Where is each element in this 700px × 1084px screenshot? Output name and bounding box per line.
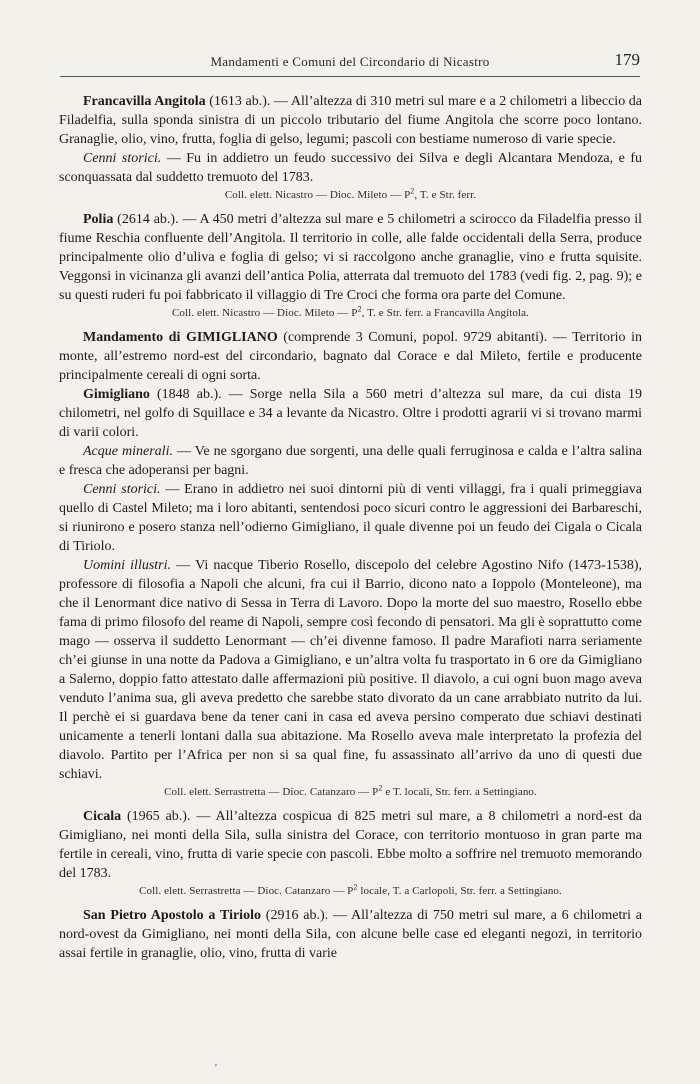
entry-polia	[59, 210, 642, 305]
superscript-2: 2	[357, 304, 362, 314]
entry-title: Cicala	[83, 809, 122, 824]
mandamento-name: GIMIGLIANO	[185, 330, 278, 345]
page-body	[59, 92, 642, 963]
superscript-2: 2	[410, 186, 415, 196]
entry-text: (2614 ab.). — A 450 metri d’altezza sul mare e 5 chilometri a scirocco da Filadelfia presso il fiume Reschia confluente dell’Angitola. Il territorio in colle, alle falde occidentali della Serra, produce principalmente olio d’uliva e foglia di gelso; vi si raccolgono anche granaglie, vino e frutta squisite. Veggonsi in vicinanza gli avanzi dell’antica Polia, atterrata dal tremuoto del 1783 (vedi fig. 2, pag. 9); e su questi ruderi fu poi fabbricato il villaggio di Tre Croci che forma ora parte del Comune.	[59, 212, 642, 303]
entry-title: Gimigliano	[83, 387, 150, 402]
reference-line: Coll. elett. Serrastretta — Dioc. Catanzaro — $P^2$ e T. locali, Str. ferr. a Settingiano.	[164, 783, 537, 798]
section-label: Cenni storici.	[83, 151, 162, 166]
section-label: Acque minerali.	[83, 444, 173, 459]
cenni-storici-paragraph	[59, 480, 642, 556]
entry-cicala	[59, 807, 642, 883]
entry-gimigliano	[59, 385, 642, 442]
entry-text: (2916 ab.). — All’altezza di 750 metri sul mare, a 6 chilometri a nord-ovest da Gimigliano, nei monti della Sila, con alcune belle case ed eleganti negozi, in territorio assai fertile in granaglie, olio, vino, frutta di varie	[59, 908, 642, 961]
running-header	[60, 46, 640, 77]
reference-line: Coll. elett. Nicastro — Dioc. Mileto — $P^2$, T. e Str. ferr. a Francavilla Angitola.	[171, 304, 530, 319]
entry-text: (1965 ab.). — All’altezza cospicua di 825 metri sul mare, a 8 chilometri a nord-est da Gimigliano, nei monti della Sila, sulla sinistra del Corace, con territorio montuoso in gran parte ma fertile in cereali, vino, frutta di varie specie con pascoli. Ebbe molto a soffrire nel tremuoto memorando del 1783.	[59, 809, 642, 881]
running-title: Mandamenti e Comuni del Circondario di Nicastro	[210, 54, 490, 69]
entry-san-pietro-apostolo	[59, 906, 642, 963]
page-number: 179	[614, 50, 640, 69]
mandamento-prefix: Mandamento di	[83, 330, 186, 345]
reference-line: Coll. elett. Nicastro — Dioc. Mileto — $P^2$, T. e Str. ferr.	[224, 186, 477, 201]
footer-mark: ’	[214, 1062, 218, 1074]
entry-title: Francavilla Angitola	[83, 94, 206, 109]
section-text: — Erano in addietro nei suoi dintorni più di venti villaggi, fra i quali primeggiava quello di Castel Mileto; ma i loro abitanti, sentendosi poco sicuri contro le aggressioni dei Barbareschi, si riunirono e posero stanza nell’odierno Gimigliano, il quale divenne poi un feudo dei Cigala o Cicala di Tiriolo.	[59, 482, 642, 554]
reference-line: Coll. elett. Serrastretta — Dioc. Catanzaro — $P^2$ locale, T. a Carlopoli, Str. ferr. a Settingiano.	[139, 882, 562, 897]
section-label: Uomini illustri.	[83, 558, 172, 573]
mandamento-gimigliano	[59, 328, 642, 385]
mandamento-text: (comprende 3 Comuni, popol. 9729 abitanti). — Territorio in monte, all’estremo nord-est del circondario, bagnato dal Corace e dal Mileto, fertile e producente principalmente cereali di ogni sorta.	[59, 330, 642, 383]
superscript-2: 2	[378, 783, 383, 793]
cenni-storici-paragraph	[59, 149, 642, 187]
section-label: Cenni storici.	[83, 482, 161, 497]
entry-francavilla	[59, 92, 642, 149]
entry-text: (1613 ab.). — All’altezza di 310 metri sul mare e a 2 chilometri a libeccio da Filadelfia, sulla sponda sinistra di un piccolo tributario del fiume Angitola che scorre poco lontano. Granaglie, olio, vino, frutta, foglia di gelso, legumi; pascoli con bestiame numeroso di varie specie.	[59, 94, 643, 147]
section-text: — Vi nacque Tiberio Rosello, discepolo del celebre Agostino Nifo (1473-1538), professore di filosofia a Napoli che alcuni, fra cui il Barrio, dicono nato a Ioppolo (Monteleone), ma che il Lenormant dice nativo di Sessa in Terra di Lavoro. Dopo la morte del suo maestro, Rosello ebbe fama di primo filosofo del reame di Napoli, sempre così fecondo di pensatori. Ma gli è soprattutto come mago — osserva il suddetto Lenormant — ch’ei divenne famoso. Il padre Marafioti narra seriamente ch’ei giunse in una notte da Padova a Gimigliano, e un’altra volta fu trasportato in 6 ore da Gimigliano a Salerno, doppio fatto attestato dalle affermazioni più positive. Il diavolo, a cui ogni buon mago aveva venduto l’anima sua, gli aveva predetto che sarebbe stato divorato da un cane arrabbiato nutrito da lui. Il perchè ei si guardava bene da tener cani in casa ed aveva persino comperato due schiavi destinati unicamente a tenerli lontani dalla sua abitazione. Ma Rosello aveva male interpretato la profezia del diavolo. Partito per l’Africa per non si sa qual fine, fu assassinato all’arrivo da uno di questi due schiavi.	[59, 558, 642, 782]
entry-text: (1848 ab.). — Sorge nella Sila a 560 metri d’altezza sul mare, da cui dista 19 chilometri, nel golfo di Squillace e 34 a levante da Nicastro. Oltre i prodotti agrarii vi si trovano marmi di varii colori.	[59, 387, 642, 440]
section-text: — Fu in addietro un feudo successivo dei Silva e degli Alcantara Mendoza, e fu sconquassata dal suddetto tremuoto del 1783.	[59, 151, 642, 185]
section-text: — Ve ne sgorgano due sorgenti, una delle quali ferruginosa e calda e l’altra salina e fresca che adoperansi per bagni.	[59, 444, 642, 478]
uomini-illustri-paragraph	[59, 556, 642, 784]
acque-minerali-paragraph	[59, 442, 642, 480]
entry-title: Polia	[83, 212, 114, 227]
entry-title: San Pietro Apostolo a Tiriolo	[83, 908, 261, 923]
superscript-2: 2	[353, 882, 358, 892]
